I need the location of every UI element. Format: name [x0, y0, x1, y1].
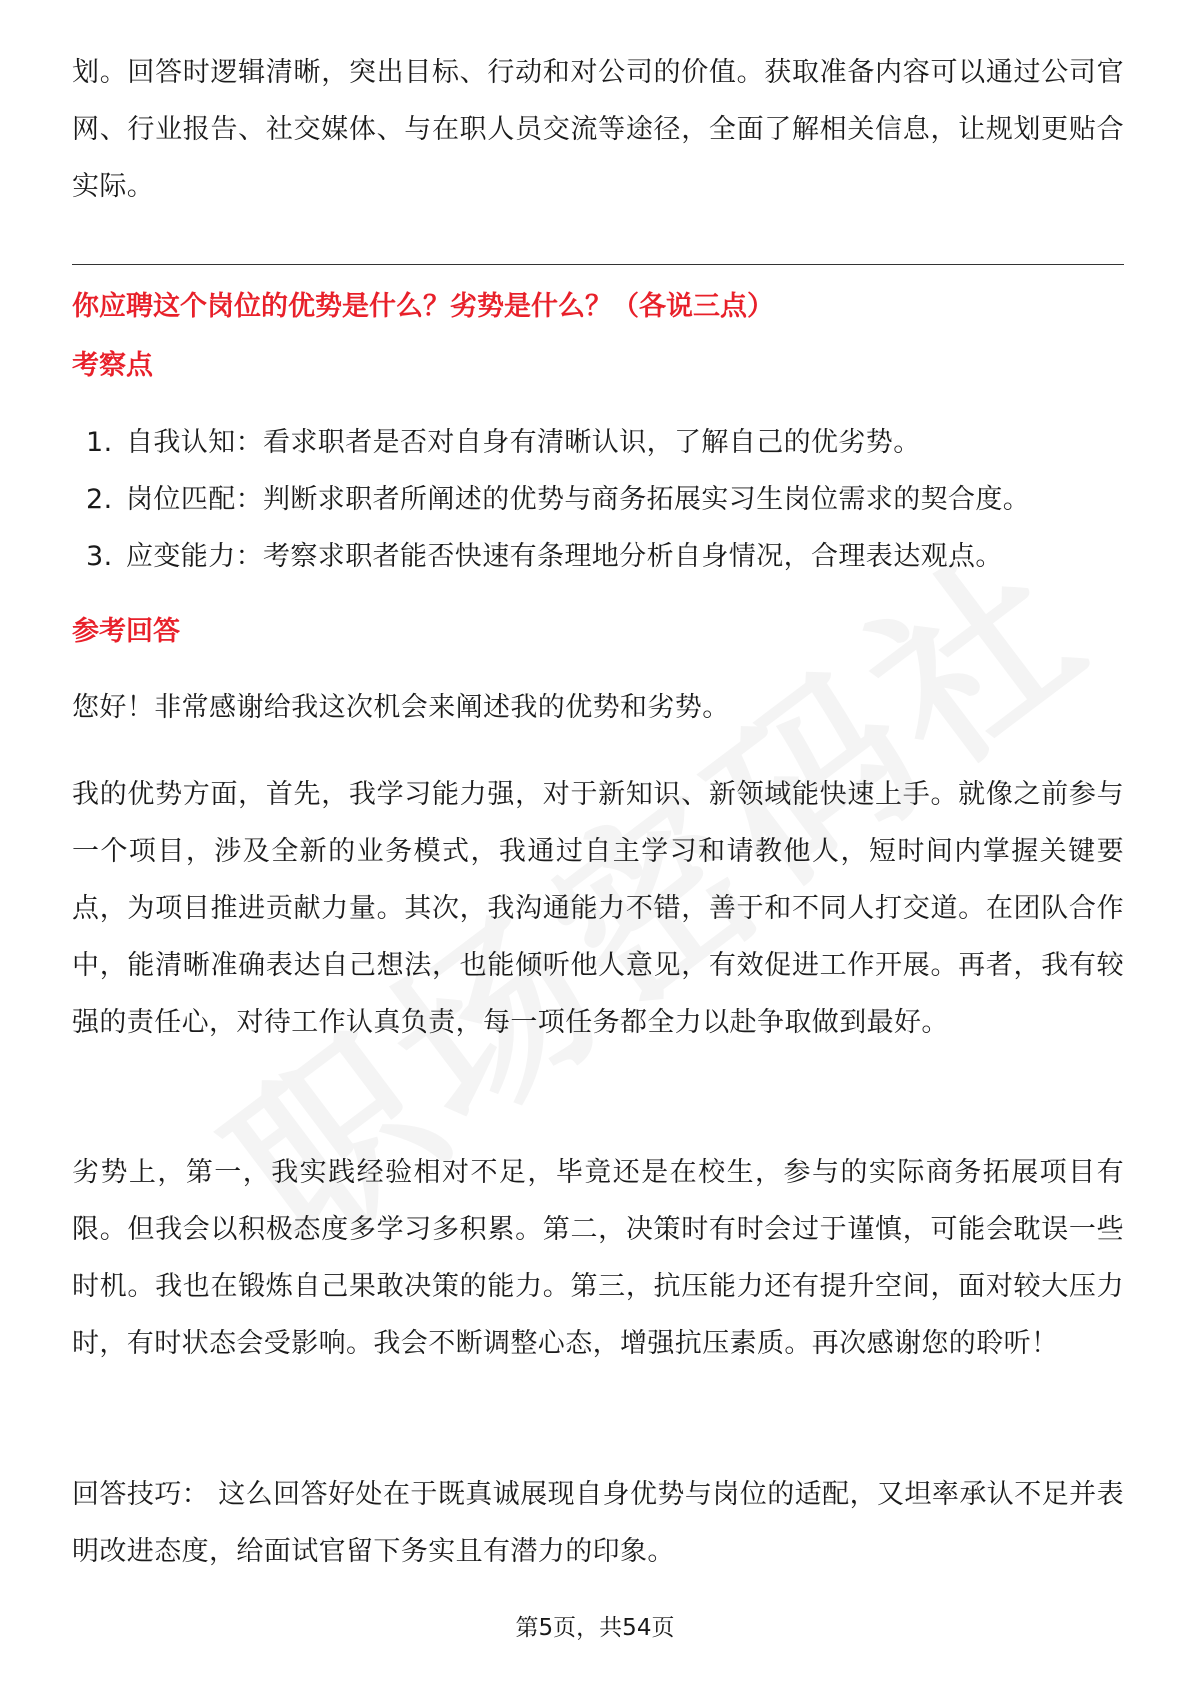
list-number: 3. [86, 541, 113, 572]
list-item [72, 414, 1124, 471]
question-title: 你应聘这个岗位的优势是什么？劣势是什么？（各说三点） [72, 291, 774, 322]
section-divider [72, 264, 1124, 265]
list-item [72, 528, 1124, 585]
intro-paragraph: 划。回答时逻辑清晰，突出目标、行动和对公司的价值。获取准备内容可以通过公司官网、行业报告、社交媒体、与在职人员交流等途径，全面了解相关信息，让规划更贴合实际。 [72, 57, 1124, 202]
document-page [72, 0, 1124, 1684]
list-text: 自我认知：看求职者是否对自身有清晰认识，了解自己的优劣势。 [126, 427, 921, 458]
answer-tips: 回答技巧： 这么回答好处在于既真诚展现自身优势与岗位的适配，又坦率承认不足并表明改进态度，给面试官留下务实且有潜力的印象。 [72, 1479, 1124, 1567]
list-number: 2. [86, 484, 113, 515]
answer-greeting: 您好！非常感谢给我这次机会来阐述我的优势和劣势。 [72, 692, 730, 723]
page-footer: 第5页，共54页 [515, 1615, 675, 1641]
list-item [72, 471, 1124, 528]
answer-weaknesses: 劣势上，第一，我实践经验相对不足，毕竟还是在校生，参与的实际商务拓展项目有限。但我会以积极态度多学习多积累。第二，决策时有时会过于谨慎，可能会耽误一些时机。我也在锻炼自己果敢决策的能力。第三，抗压能力还有提升空间，面对较大压力时，有时状态会受影响。我会不断调整心态，增强抗压素质。再次感谢您的聆听！ [72, 1157, 1124, 1359]
points-heading: 考察点 [72, 350, 153, 381]
list-text: 应变能力：考察求职者能否快速有条理地分析自身情况，合理表达观点。 [126, 541, 1003, 572]
list-text: 岗位匹配：判断求职者所阐述的优势与商务拓展实习生岗位需求的契合度。 [126, 484, 1031, 515]
points-list [72, 414, 1124, 585]
list-number: 1. [86, 427, 113, 458]
answer-heading: 参考回答 [72, 616, 180, 647]
answer-strengths: 我的优势方面，首先，我学习能力强，对于新知识、新领域能快速上手。就像之前参与一个项目，涉及全新的业务模式，我通过自主学习和请教他人，短时间内掌握关键要点，为项目推进贡献力量。其次，我沟通能力不错，善于和不同人打交道。在团队合作中，能清晰准确表达自己想法，也能倾听他人意见，有效促进工作开展。再者，我有较强的责任心，对待工作认真负责，每一项任务都全力以赴争取做到最好。 [72, 779, 1124, 1038]
